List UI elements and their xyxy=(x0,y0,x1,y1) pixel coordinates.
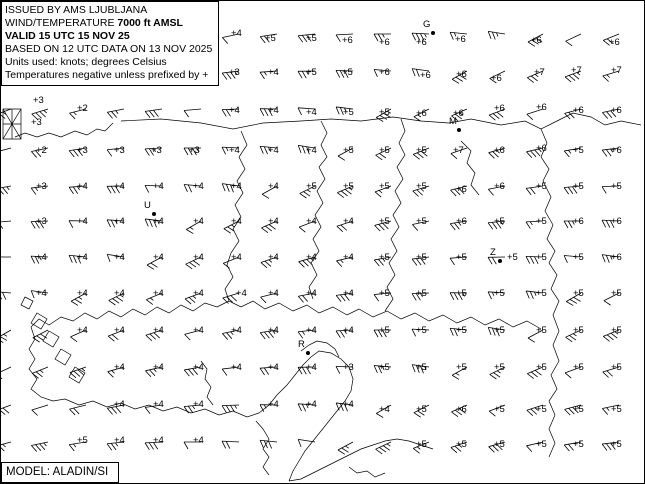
temperature-label: +6 xyxy=(456,216,467,227)
temperature-label: +5 xyxy=(379,107,390,118)
temperature-label: +3 xyxy=(36,216,47,227)
wind-barb xyxy=(1,257,11,264)
temperature-label: +6 xyxy=(531,35,542,46)
temperature-label: +4 xyxy=(77,325,88,336)
temperature-label: +6 xyxy=(416,108,427,119)
temperature-label: +5 xyxy=(416,216,427,227)
temperature-label: +5 xyxy=(494,439,505,450)
wind-barb xyxy=(184,109,202,117)
temperature-label: +5 xyxy=(416,252,427,263)
city-label: Z xyxy=(490,247,496,258)
city-dot xyxy=(306,351,310,355)
temperature-label: +5 xyxy=(379,362,390,373)
temperature-label: +7 xyxy=(453,145,464,156)
temperature-label: +5 xyxy=(379,288,390,299)
temperature-label: +6 xyxy=(491,73,502,84)
temperature-label: +3 xyxy=(343,362,354,373)
temperature-label: +5 xyxy=(456,362,467,373)
temperature-label: +4 xyxy=(306,252,317,263)
temperature-label: +7 xyxy=(611,65,622,76)
temperature-label: +4 xyxy=(153,216,164,227)
wind-barb xyxy=(70,367,88,379)
temperature-label: +3 xyxy=(31,117,42,128)
temperature-label: +6 xyxy=(420,70,431,81)
temperature-label: +5 xyxy=(611,325,622,336)
temperature-label: +4 xyxy=(153,435,164,446)
temperature-label: +6 xyxy=(536,102,547,113)
temperature-label: +5 xyxy=(379,145,390,156)
legend-valid: VALID 15 UTC 15 NOV 25 xyxy=(5,30,130,42)
temperature-label: +4 xyxy=(229,145,240,156)
city-dot xyxy=(498,259,502,263)
wind-barb xyxy=(1,442,13,453)
temperature-label: +4 xyxy=(306,288,317,299)
temperature-label: +5 xyxy=(379,252,390,263)
temperature-label: +4 xyxy=(114,362,125,373)
temperature-label: +4 xyxy=(114,216,125,227)
temperature-label: +4 xyxy=(343,325,354,336)
temperature-label: +4 xyxy=(193,288,204,299)
temperature-label: +4 xyxy=(153,181,164,192)
wind-barb xyxy=(1,292,11,300)
city-dot xyxy=(152,212,156,216)
temperature-label: +5 xyxy=(306,33,317,44)
temperature-label: +4 xyxy=(193,362,204,373)
temperature-label: +4 xyxy=(306,362,317,373)
temperature-label: +7 xyxy=(571,65,582,76)
temperature-label: +4 xyxy=(114,181,125,192)
wind-barb xyxy=(1,330,14,345)
temperature-label: +4 xyxy=(268,67,279,78)
temperature-label: +4 xyxy=(231,28,242,39)
temperature-label: +5 xyxy=(343,107,354,118)
temperature-label: +4 xyxy=(343,216,354,227)
temperature-label: +4 xyxy=(153,252,164,263)
temperature-label: +5 xyxy=(416,181,427,192)
temperature-label: +6 xyxy=(379,67,390,78)
temperature-label: +5 xyxy=(573,325,584,336)
temperature-label: +5 xyxy=(416,288,427,299)
temperature-label: +5 xyxy=(77,435,88,446)
temperature-label: +4 xyxy=(268,325,279,336)
wind-barb xyxy=(1,221,12,229)
temperature-label: +5 xyxy=(343,181,354,192)
legend-issued-by: ISSUED BY AMS LJUBLJANA xyxy=(5,4,148,16)
temperature-label: +4 xyxy=(153,325,164,336)
temperature-label: +5 xyxy=(456,325,467,336)
temperature-label: +5 xyxy=(416,325,427,336)
temperature-label: +5 xyxy=(494,325,505,336)
temperature-label: +5 xyxy=(536,181,547,192)
temperature-label: +3 xyxy=(229,67,240,78)
temperature-label: +4 xyxy=(193,325,204,336)
temperature-label: +4 xyxy=(114,252,125,263)
temperature-label: +3 xyxy=(114,145,125,156)
legend-temp-note: Temperatures negative unless prefixed by + xyxy=(5,69,209,81)
wind-barb xyxy=(376,442,394,456)
temperature-label: +4 xyxy=(36,252,47,263)
wind-barb xyxy=(1,148,13,159)
temperature-label: +4 xyxy=(193,399,204,410)
temperature-label: +5 xyxy=(573,362,584,373)
temperature-label: +6 xyxy=(455,34,466,45)
wind-barb xyxy=(107,109,125,119)
temperature-label: +4 xyxy=(229,105,240,116)
temperature-label: +5 xyxy=(573,181,584,192)
temperature-label: +5 xyxy=(573,404,584,415)
temperature-label: +3 xyxy=(77,145,88,156)
temperature-label: +5 xyxy=(494,404,505,415)
temperature-label: +5 xyxy=(379,325,390,336)
wind-barb xyxy=(70,405,88,416)
temperature-label: +4 xyxy=(343,399,354,410)
temperature-label: +4 xyxy=(193,216,204,227)
wind-barb xyxy=(566,34,584,48)
temperature-label: +4 xyxy=(379,404,390,415)
temperature-label: +5 xyxy=(416,145,427,156)
temperature-label: +5 xyxy=(456,439,467,450)
temperature-label: +4 xyxy=(268,105,279,116)
temperature-label: +4 xyxy=(231,216,242,227)
temperature-label: +5 xyxy=(494,216,505,227)
temperature-label: +4 xyxy=(343,252,354,263)
wind-barb xyxy=(32,405,50,417)
temperature-label: +5 xyxy=(343,145,354,156)
temperature-label: +3 xyxy=(36,181,47,192)
temperature-label: +6 xyxy=(573,216,584,227)
temperature-label: +4 xyxy=(268,399,279,410)
temperature-label: +6 xyxy=(379,37,390,48)
temperature-label: +5 xyxy=(379,216,390,227)
temperature-label: +4 xyxy=(268,216,279,227)
temperature-label: +5 xyxy=(536,362,547,373)
temperature-label: +4 xyxy=(343,288,354,299)
temperature-label: +4 xyxy=(306,325,317,336)
temperature-label: +5 xyxy=(342,67,353,78)
wind-barb xyxy=(297,439,315,449)
temperature-label: +5 xyxy=(573,288,584,299)
temperature-label: +5 xyxy=(536,288,547,299)
temperature-label: +4 xyxy=(153,362,164,373)
temperature-label: +4 xyxy=(306,145,317,156)
city-dot xyxy=(431,31,435,35)
temperature-label: +6 xyxy=(342,35,353,46)
wind-barb xyxy=(1,367,14,381)
legend-units: Units used: knots; degrees Celsius xyxy=(5,56,167,68)
temperature-label: +4 xyxy=(231,362,242,373)
temperature-label: +3 xyxy=(151,145,162,156)
temperature-label: +2 xyxy=(36,145,47,156)
temperature-label: +4 xyxy=(306,107,317,118)
temperature-label: +6 xyxy=(416,37,427,48)
temperature-label: +5 xyxy=(379,181,390,192)
temperature-label: +4 xyxy=(114,288,125,299)
temperature-label: +6 xyxy=(453,108,464,119)
temperature-label: +5 xyxy=(611,181,622,192)
temperature-label: +4 xyxy=(268,145,279,156)
wind-barb xyxy=(145,109,163,118)
temperature-label: +5 xyxy=(494,362,505,373)
wind-barb xyxy=(488,257,505,264)
wind-barb xyxy=(259,440,277,449)
temperature-label: +4 xyxy=(77,288,88,299)
temperature-label: +4 xyxy=(153,399,164,410)
legend-box xyxy=(1,1,219,86)
city-label: M xyxy=(449,116,457,127)
temperature-label: +6 xyxy=(456,69,467,80)
temperature-label: +4 xyxy=(306,399,317,410)
temperature-label: +4 xyxy=(268,252,279,263)
temperature-label: +5 xyxy=(306,181,317,192)
temperature-label: +4 xyxy=(231,181,242,192)
temperature-label: +6 xyxy=(573,105,584,116)
temperature-label: +5 xyxy=(536,216,547,227)
temperature-label: +6 xyxy=(611,216,622,227)
temperature-label: +4 xyxy=(193,181,204,192)
temperature-label: +5 xyxy=(494,288,505,299)
model-box xyxy=(1,462,119,483)
model-label: MODEL: ALADIN/SI xyxy=(6,466,109,478)
temperature-label: +5 xyxy=(536,252,547,263)
wind-barb xyxy=(1,405,13,417)
legend-level-prefix: WIND/TEMPERATURE xyxy=(5,17,118,29)
temperature-label: +4 xyxy=(268,362,279,373)
temperature-label: +4 xyxy=(306,216,317,227)
temperature-label: +5 xyxy=(611,362,622,373)
temperature-label: +4 xyxy=(236,288,247,299)
temperature-label: +5 xyxy=(611,288,622,299)
wind-barb xyxy=(32,367,50,380)
wind-barb xyxy=(222,441,239,449)
temperature-label: +5 xyxy=(416,404,427,415)
temperature-label: +4 xyxy=(36,288,47,299)
temperature-label: +5 xyxy=(573,439,584,450)
temperature-label: +5 xyxy=(536,439,547,450)
temperature-label: +6 xyxy=(611,105,622,116)
temperature-label: +5 xyxy=(573,145,584,156)
temperature-label: +5 xyxy=(416,362,427,373)
wind-barb xyxy=(31,442,49,452)
temperature-label: +3 xyxy=(33,95,44,106)
temperature-label: +2 xyxy=(77,103,88,114)
temperature-label: +4 xyxy=(77,181,88,192)
temperature-label: +5 xyxy=(536,325,547,336)
temperature-label: +6 xyxy=(536,143,547,154)
city-dot xyxy=(457,128,461,132)
temperature-label: +6 xyxy=(611,252,622,263)
legend-level-value: 7000 ft AMSL xyxy=(117,17,183,29)
wind-barb xyxy=(1,186,12,196)
temperature-label: +4 xyxy=(77,252,88,263)
temperature-label: +4 xyxy=(193,435,204,446)
temperature-label: +5 xyxy=(416,439,427,450)
wind-barb xyxy=(338,442,356,456)
temperature-label: +4 xyxy=(268,288,279,299)
temperature-label: +6 xyxy=(494,103,505,114)
city-label: G xyxy=(423,19,431,30)
legend-based-on: BASED ON 12 UTC DATA ON 13 NOV 2025 xyxy=(5,43,213,55)
temperature-label: +7 xyxy=(534,67,545,78)
temperature-label: +5 xyxy=(456,252,467,263)
temperature-label: +4 xyxy=(231,325,242,336)
temperature-label: +5 xyxy=(536,404,547,415)
temperature-label: +4 xyxy=(268,181,279,192)
temperature-label: +6 xyxy=(456,184,467,195)
city-label: U xyxy=(144,200,151,211)
temperature-label: +4 xyxy=(231,252,242,263)
temperature-label: +4 xyxy=(114,435,125,446)
temperature-label: +5 xyxy=(265,33,276,44)
temperature-label: +6 xyxy=(494,145,505,156)
temperature-label: +4 xyxy=(193,252,204,263)
temperature-label: +5 xyxy=(507,252,518,263)
temperature-label: +5 xyxy=(611,404,622,415)
temperature-label: +3 xyxy=(189,145,200,156)
temperature-label: +4 xyxy=(114,399,125,410)
temperature-label: +4 xyxy=(153,288,164,299)
temperature-label: +4 xyxy=(77,216,88,227)
temperature-label: +5 xyxy=(306,67,317,78)
temperature-label: +6 xyxy=(494,181,505,192)
legend-level xyxy=(5,17,212,30)
temperature-label: +6 xyxy=(609,37,620,48)
temperature-label: +5 xyxy=(573,252,584,263)
wind-barb xyxy=(487,31,505,41)
temperature-label: +6 xyxy=(611,145,622,156)
temperature-label: +5 xyxy=(611,439,622,450)
temperature-label: +5 xyxy=(456,288,467,299)
temperature-label: +4 xyxy=(114,325,125,336)
temperature-label: +6 xyxy=(456,404,467,415)
city-label: R xyxy=(298,339,305,350)
